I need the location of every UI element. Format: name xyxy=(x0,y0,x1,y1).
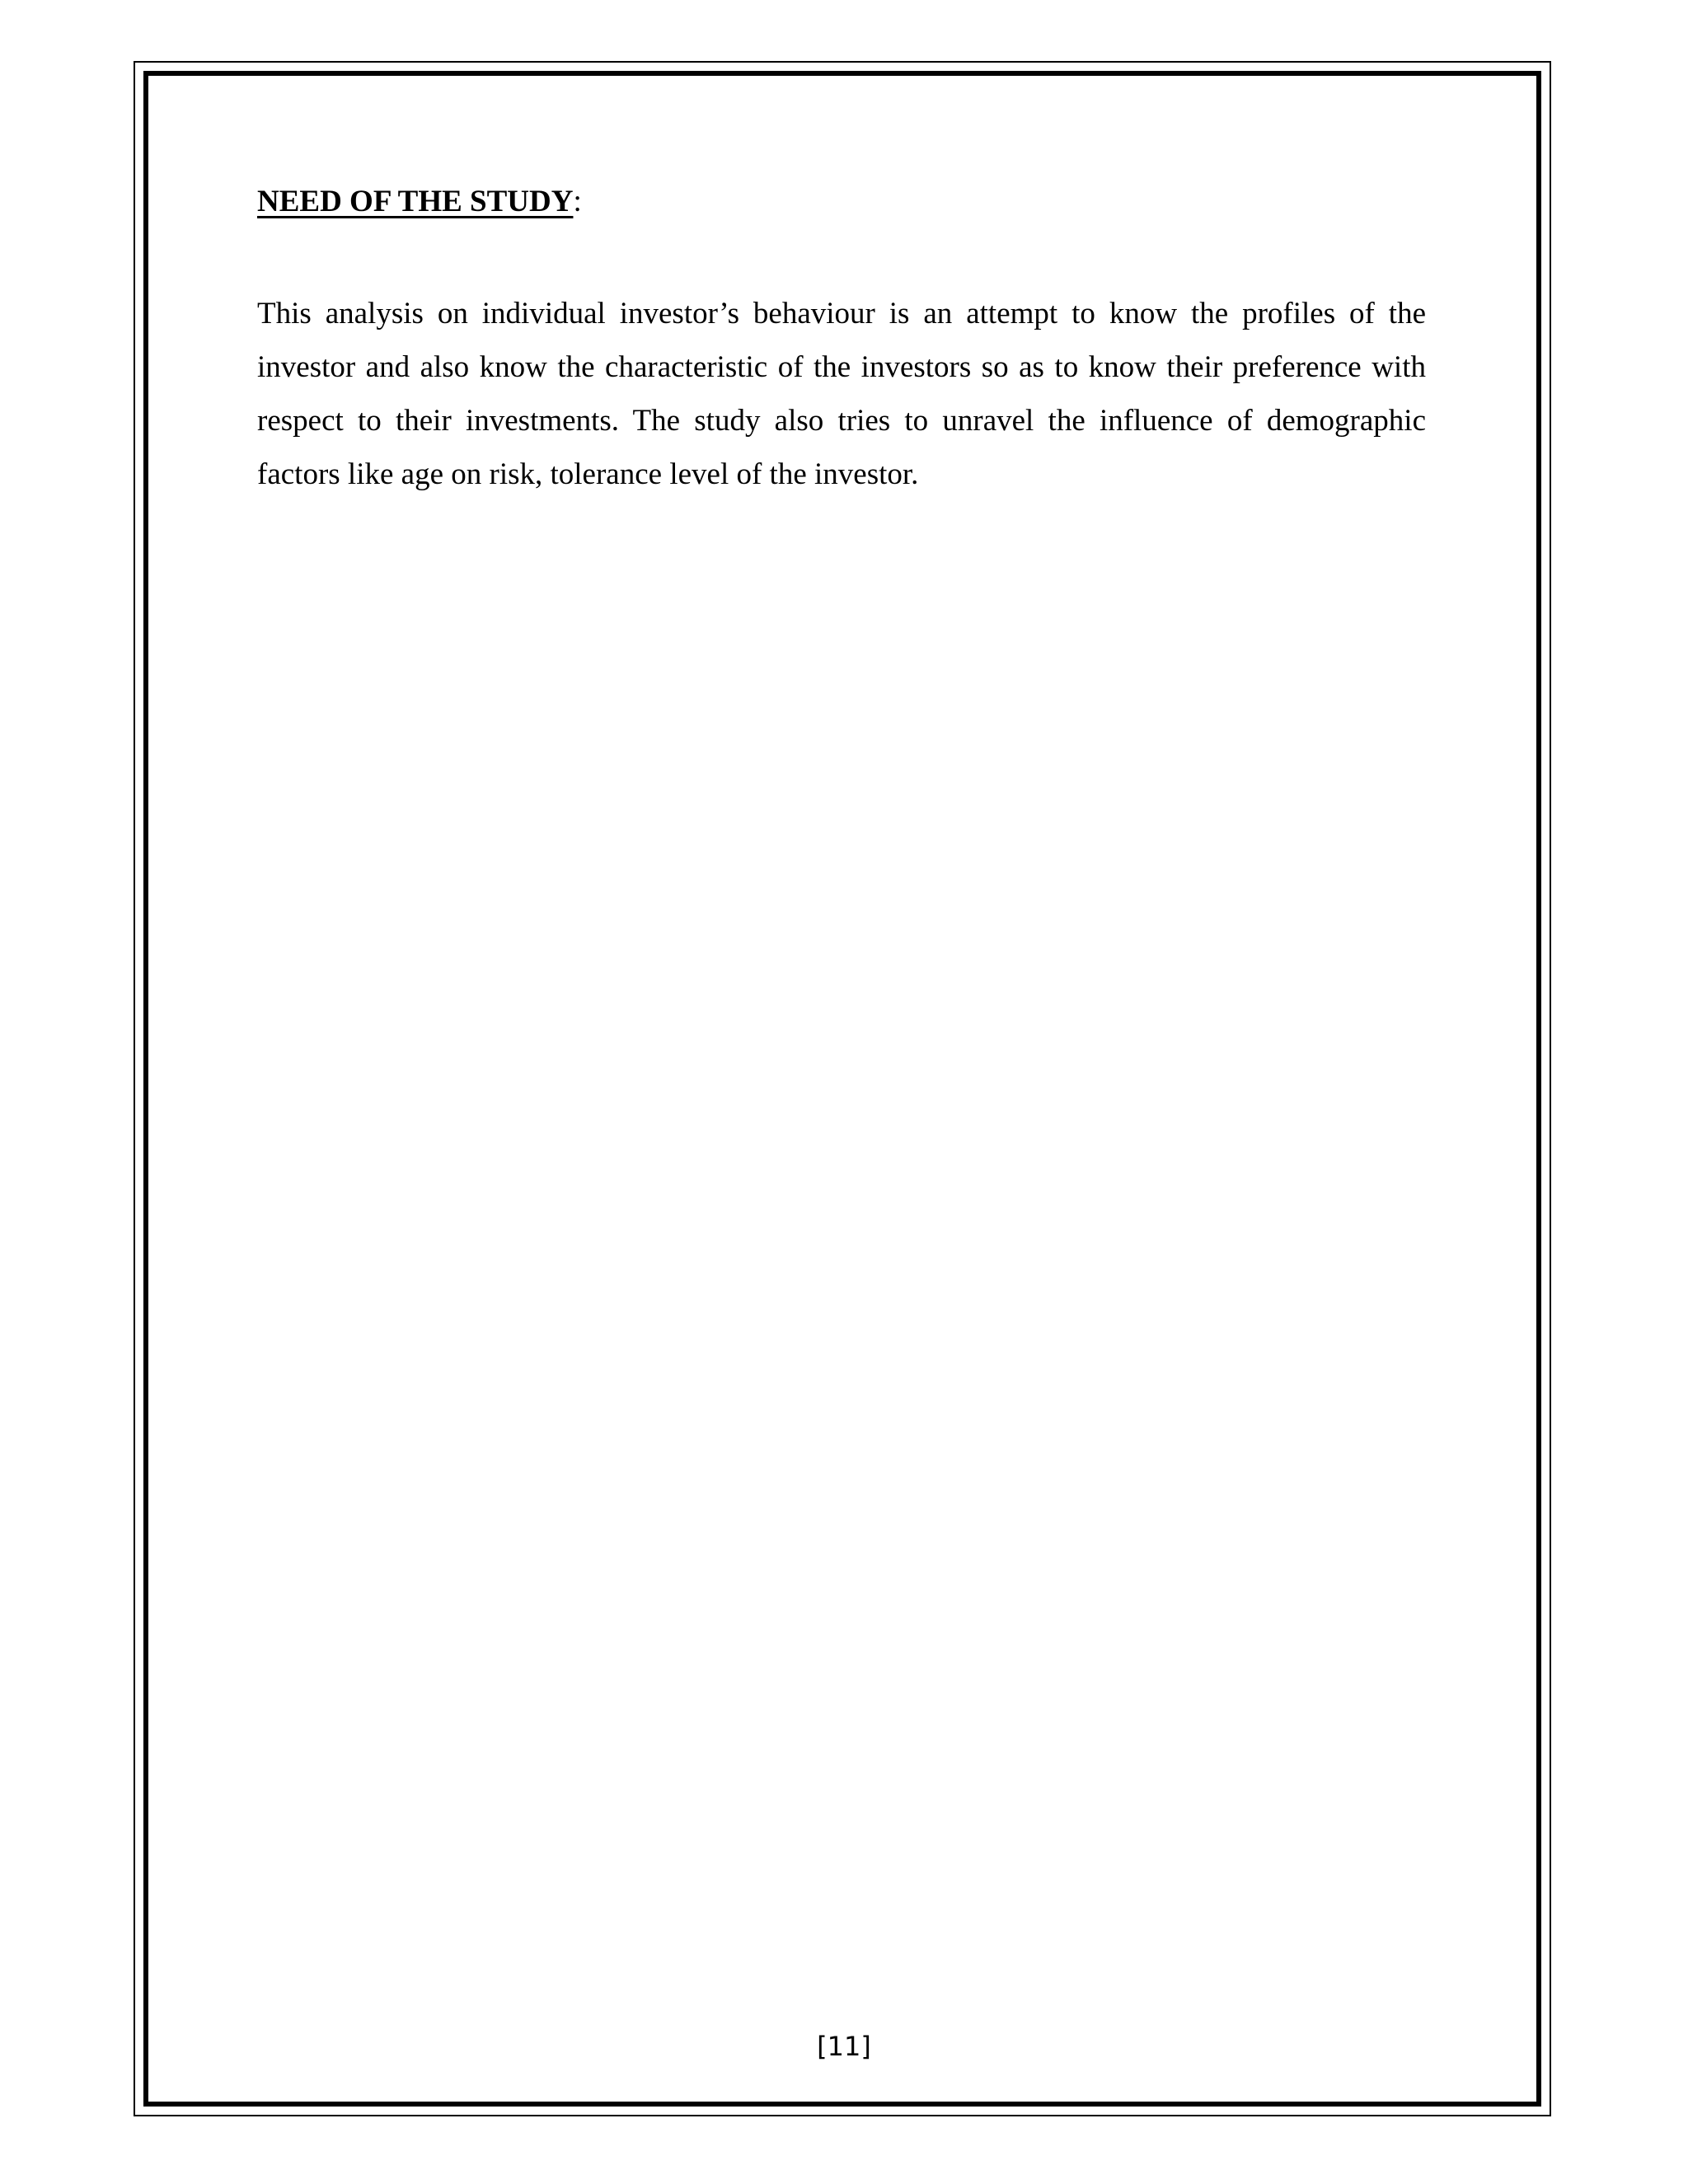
page-number: [11] xyxy=(817,2031,871,2062)
body-paragraph: This analysis on individual investor’s behaviour is an attempt to know the profiles of the investor and also know the characteristic of the investors so as to know their preference with respect to their investments. The study also tries to unravel the influence of demographic factors like age on risk, tolerance level of the investor. xyxy=(257,297,1426,491)
section-heading xyxy=(257,180,1426,224)
section-heading-title: NEED OF THE STUDY xyxy=(257,185,574,218)
page-content xyxy=(257,180,1426,501)
section-heading-colon: : xyxy=(573,185,582,218)
